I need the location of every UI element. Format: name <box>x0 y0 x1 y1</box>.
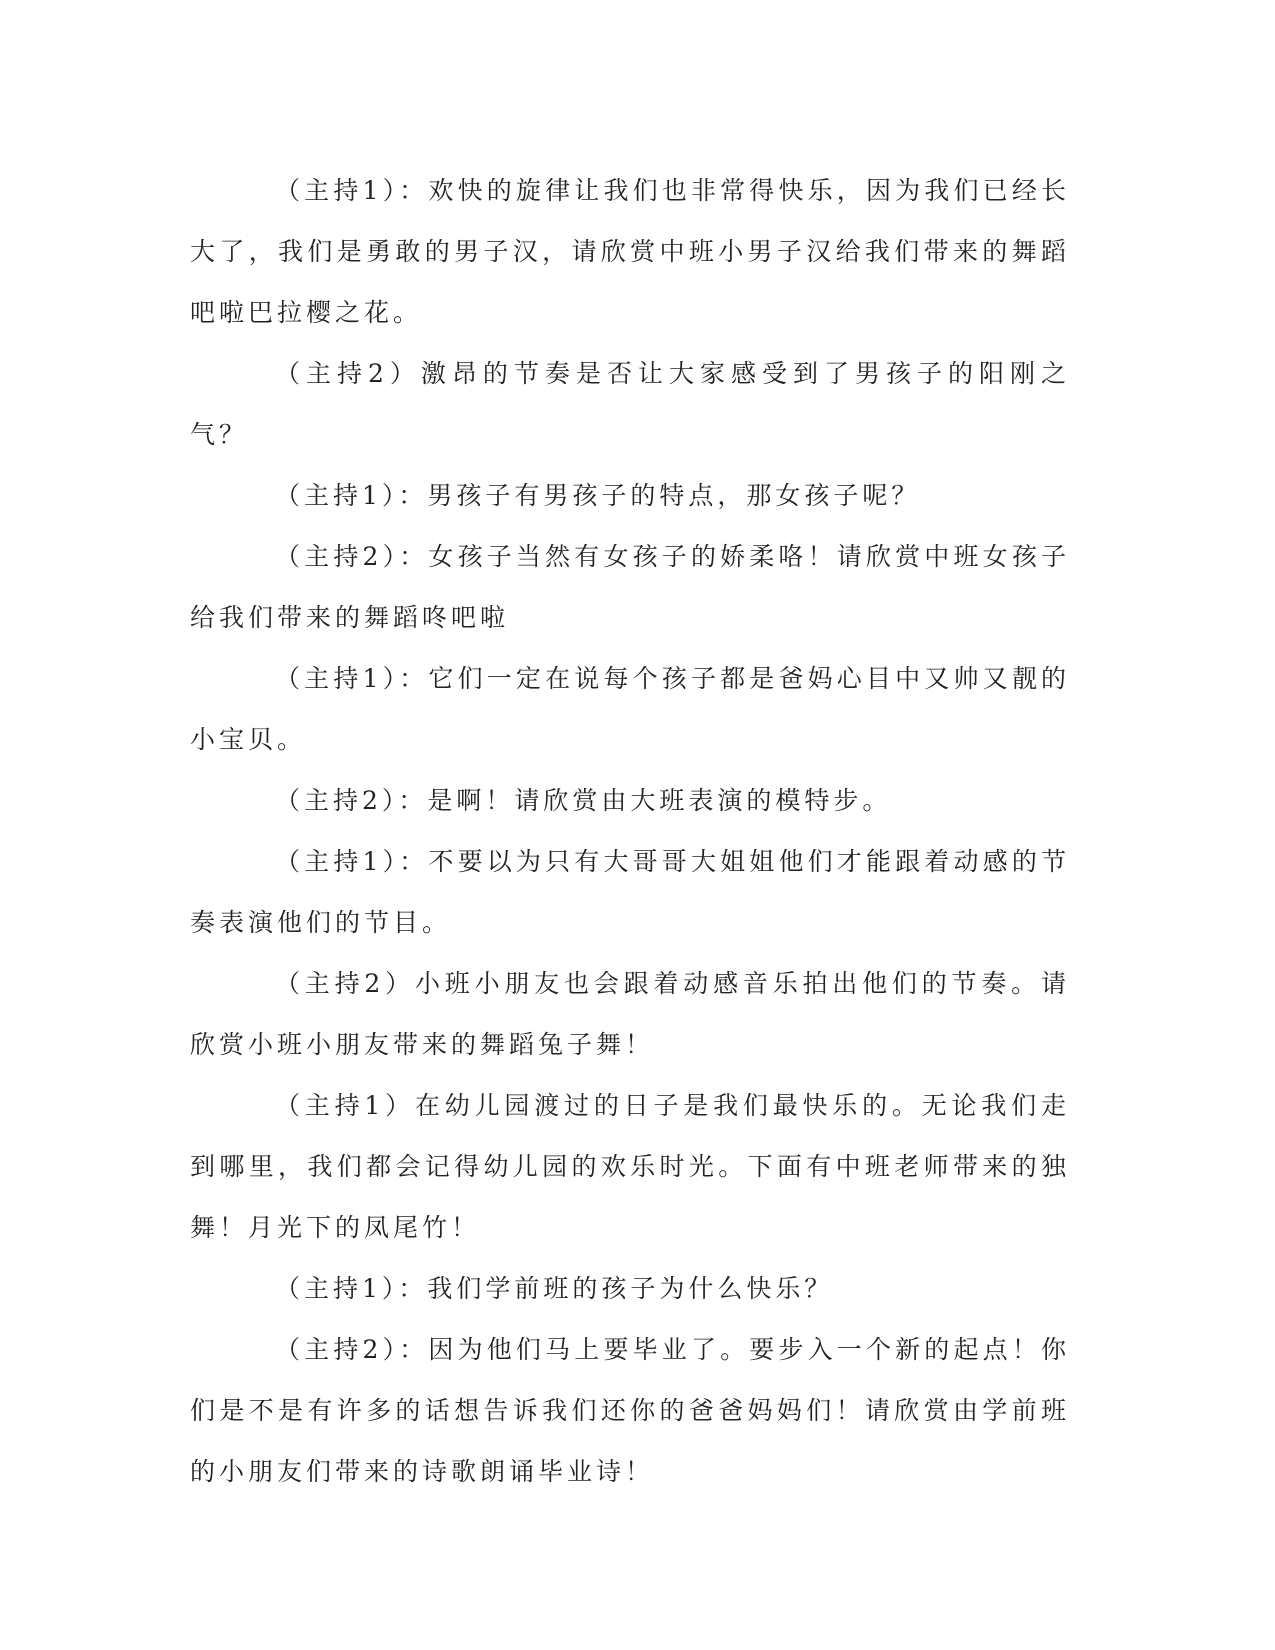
paragraph-host1-rhythm: （主持1）：不要以为只有大哥哥大姐姐他们才能跟着动感的节奏表演他们的节目。 <box>190 847 1070 937</box>
paragraph-host1-babies: （主持1）：它们一定在说每个孩子都是爸妈心目中又帅又靓的小宝贝。 <box>190 664 1070 754</box>
paragraph-host2-bunny-dance: （主持2）小班小朋友也会跟着动感音乐拍出他们的节奏。请欣赏小班小朋友带来的舞蹈兔子舞！ <box>190 969 1070 1059</box>
paragraph-host1-preschool: （主持1）：我们学前班的孩子为什么快乐？ <box>275 1274 834 1303</box>
paragraph-host2-girls: （主持2）：女孩子当然有女孩子的娇柔咯！请欣赏中班女孩子给我们带来的舞蹈咚吧啦 <box>190 542 1070 632</box>
paragraph-host2-graduation: （主持2）：因为他们马上要毕业了。要步入一个新的起点！你们是不是有许多的话想告诉我们还你的爸爸妈妈们！请欣赏由学前班的小朋友们带来的诗歌朗诵毕业诗！ <box>190 1335 1070 1486</box>
document-body <box>190 160 1070 1502</box>
paragraph-host2-rhythm: （主持2）激昂的节奏是否让大家感受到了男孩子的阳刚之气？ <box>190 359 1070 449</box>
paragraph-host2-model-walk: （主持2）：是啊！请欣赏由大班表演的模特步。 <box>275 786 892 815</box>
paragraph-host1-intro: （主持1）：欢快的旋律让我们也非常得快乐，因为我们已经长大了，我们是勇敢的男子汉，请欣赏中班小男子汉给我们带来的舞蹈吧啦巴拉樱之花。 <box>190 176 1070 327</box>
paragraph-host1-boys: （主持1）：男孩子有男孩子的特点，那女孩子呢？ <box>275 481 921 510</box>
paragraph-host1-teacher-solo: （主持1）在幼儿园渡过的日子是我们最快乐的。无论我们走到哪里，我们都会记得幼儿园的欢乐时光。下面有中班老师带来的独舞！月光下的凤尾竹！ <box>190 1091 1070 1242</box>
